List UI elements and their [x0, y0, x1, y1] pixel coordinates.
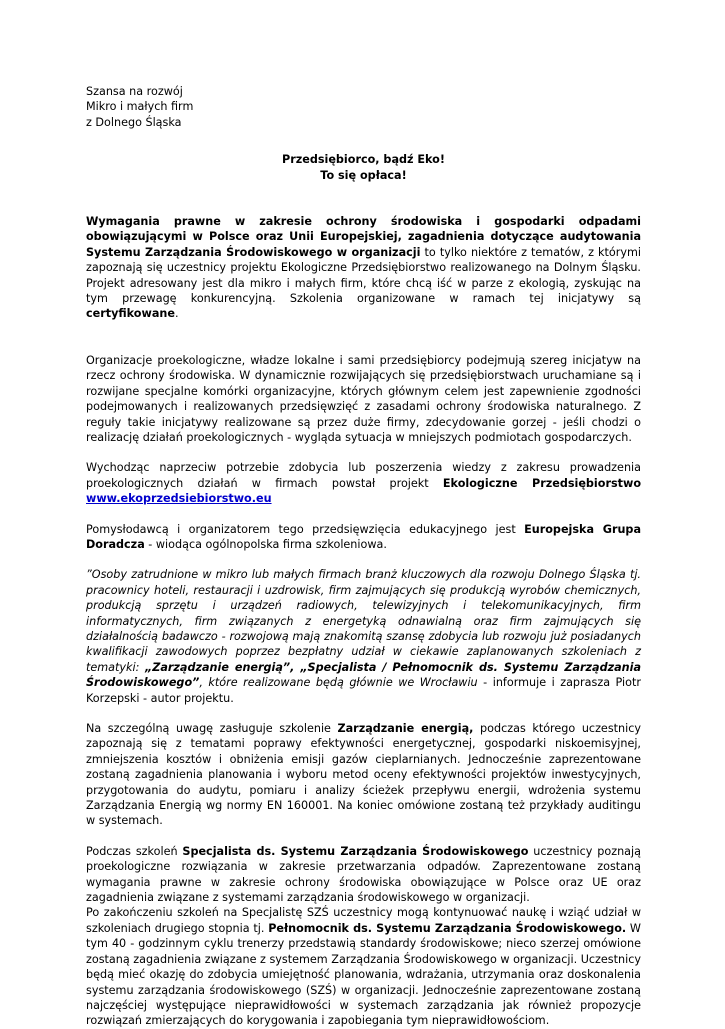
intro-text-end: . [174, 307, 179, 321]
specialist-training-name: Specjalista ds. Systemu Zarządzania Środowiskowego [182, 844, 529, 858]
organizer-text-end: - wiodąca ogólnopolska firma szkoleniowa. [144, 537, 387, 551]
title-block [86, 152, 641, 183]
organizer-text: Pomysłodawcą i organizatorem tego przedsięwzięcia edukacyjnego jest [86, 522, 525, 536]
specialist-text-body: uczestnicy poznają proekologiczne rozwiązania w zakresie przetwarzania odpadów. Zaprezentowane zostaną wymagania prawne w zakresie ochrony środowiska obowiązujące w Polsce oraz UE oraz zagadnienia związane z systemami zarządzania środowiskowego w organizacji. [86, 844, 642, 905]
plenipotentiary-training-name: Pełnomocnik ds. Systemu Zarządzania Środowiskowego. [268, 921, 627, 935]
header-line-1: Szansa na rozwój [86, 85, 183, 98]
paragraph-organizer [86, 522, 641, 553]
energy-training-name: Zarządzanie energią, [337, 722, 474, 735]
energy-text-body: podczas którego uczestnicy zapoznają się z tematami poprawy efektywności energetycznej, gospodarki niskoemisyjnej, zmniejszenia kosztów i obniżenia emisji gazów cieplarnianych. Jednocześnie zaprezentowane zostaną zagadnienia planowania i wyboru metod oceny efektywności projektów inwestycyjnych, przygotowania do audytu, pomiaru i analizy ścieżek przepływu energii, wdrożenia systemu Zarządzania Energią wg normy EN 160001. Na koniec omówione zostaną też przykłady auditingu w systemach. [86, 722, 642, 828]
organizer-name: Europejska Grupa Doradcza [86, 522, 641, 551]
header-line-3: z Dolnego Śląska [86, 115, 182, 129]
plenipotentiary-text: Po zakończeniu szkoleń na Specjalistę SZŚ uczestnicy mogą kontynuować naukę i wziąć udział w szkoleniach drugiego stopnia tj. [86, 906, 641, 935]
specialist-text: Podczas szkoleń [86, 844, 183, 858]
quote-author: - informuje i zaprasza Piotr Korzepski - autor projektu. [86, 676, 641, 705]
paragraph-organizations: Organizacje proekologiczne, władze lokalne i sami przedsiębiorcy podejmują szereg inicjatyw na rzecz ochrony środowiska. W dynamicznie rozwijających się przedsiębiorstwach uruchamiane są i rozwijane specjalne komórki organizacyjne, których głównym celem jest zapewnienie zgodności podejmowanych i realizowanych przedsięwzięć z zasadami ochrony środowiska naturalnego. Z reguły takie inicjatywy realizowane są przez duże firmy, zdecydowanie gorzej - jeśli chodzi o realizację działań proekologicznych - wygląda sytuacja w mniejszych podmiotach gospodarczych. [86, 353, 641, 444]
plenipotentiary-text-body: W tym 40 - godzinnym cyklu trenerzy przedstawią standardy środowiskowe; nieco szerzej omówione zostaną zagadnienia związane z systemem Zarządzania Środowiskowego w organizacji. Uczestnicy będą mieć okazję do zdobycia umiejętność planowania, wdrażania, utrzymania oraz doskonalenia systemu zarządzania środowiskowego (SZŚ) w organizacji. Jednocześnie zaprezentowane zostaną najczęściej występujące nieprawidłowości w systemach zarządzania jak również propozycje rozwiązań zmierzających do korygowania i zapobiegania tym nieprawidłowościom. [86, 921, 641, 1028]
intro-bold-certified: certyfikowane [86, 307, 175, 321]
paragraph-quote [86, 567, 641, 706]
title-line-1: Przedsiębiorco, bądź Eko! [282, 153, 445, 167]
paragraph-energy [86, 721, 641, 829]
intro-bold: Wymagania prawne w zakresie ochrony środowiska i gospodarki odpadami obowiązującymi w Polsce oraz Unii Europejskiej, zagadnienia dotyczące audytowania Systemu Zarządzania Środowiskowego w organizacji [86, 215, 641, 259]
paragraph-specialist [86, 844, 641, 906]
title-line-2: To się opłaca! [320, 168, 407, 182]
quote-italic: ”Osoby zatrudnione w mikro lub małych firmach branż kluczowych dla rozwoju Dolnego Śląska tj. pracownicy hoteli, restauracji i uzdrowisk, firm zajmujących się produkcją wyrobów chemicznych, produkcją sprzętu i urządzeń radiowych, telewizyjnych i telekomunikacyjnych, firm informatycznych, firm związanych z energetyką odnawialną oraz firm zajmujących się działalnością badawczo - rozwojową mają znakomitą szansę zdobycia lub rozwoju już posiadanych kwalifikacji zawodowych poprzez bezpłatny udział w ciekawie zaplanowanych szkoleniach z tematyki: [86, 568, 641, 674]
project-name: Ekologiczne Przedsiębiorstwo [442, 476, 641, 490]
paragraph-project [86, 460, 641, 506]
header-block [86, 84, 641, 130]
intro-text: to tylko niektóre z tematów, z którymi zapoznają się uczestnicy projektu Ekologiczne Przedsiębiorstwo realizowanego na Dolnym Śląsku. Projekt adresowany jest dla mikro i małych firm, które chcą iść w parze z ekologią, zyskując na tym przewagę konkurencyjną. Szkolenia organizowane w ramach tej inicjatywy są [86, 245, 641, 306]
project-text: Wychodząc naprzeciw potrzebie zdobycia lub poszerzenia wiedzy z zakresu prowadzenia proekologicznych działań w firmach powstał projekt [86, 461, 641, 490]
quote-training-names: „Zarządzanie energią”, „Specjalista / Pełnomocnik ds. Systemu Zarządzania Środowiskowego” [86, 660, 641, 690]
paragraph-intro [86, 214, 641, 322]
document-page [86, 84, 641, 1029]
paragraph-plenipotentiary [86, 905, 641, 1028]
header-line-2: Mikro i małych firm [86, 100, 194, 114]
project-website-link[interactable]: www.ekoprzedsiebiorstwo.eu [86, 492, 272, 506]
quote-italic-end: , które realizowane będą głównie we Wrocławiu [199, 676, 478, 690]
energy-text: Na szczególną uwagę zasługuje szkolenie [86, 722, 338, 735]
